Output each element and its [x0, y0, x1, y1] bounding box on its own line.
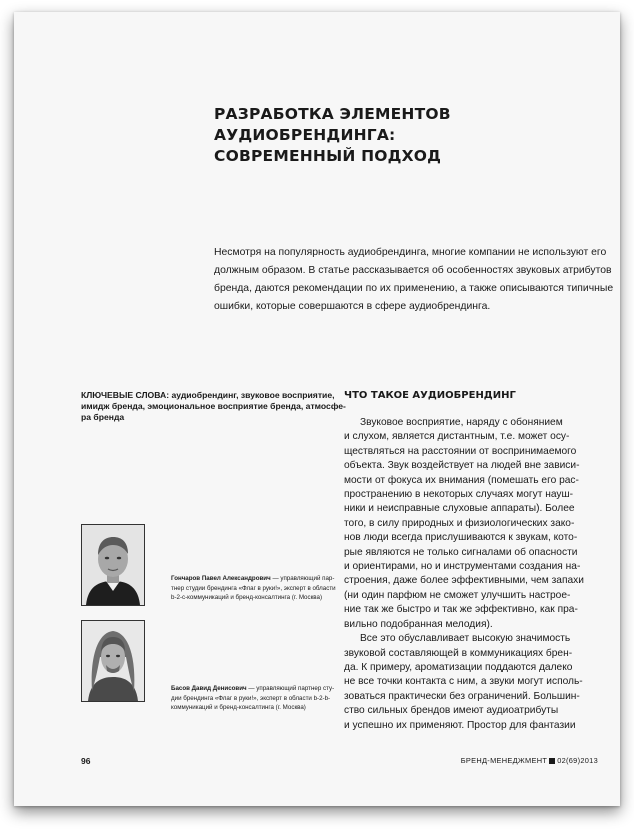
author-photo-basov	[81, 620, 145, 702]
body-line: нов люди всегда прислушиваются к звукам, кото-	[344, 532, 578, 544]
body-line: вильно подобранная мелодия).	[344, 618, 493, 630]
page-number: 96	[81, 756, 91, 766]
portrait-image	[82, 621, 144, 701]
abstract-line: бренда, даются рекомендации по их применению, а также описываются типичные	[214, 283, 614, 294]
body-line: ство сильных брендов имеют аудиоатрибуты	[344, 705, 559, 717]
author-bio-text: — управляющий пар-	[272, 575, 335, 582]
portrait-image	[82, 525, 144, 605]
magazine-page	[14, 12, 620, 806]
body-line: рые являются не только сигналами об опасности	[344, 546, 578, 558]
author-photo-goncharov	[81, 524, 145, 606]
body-line: строения, даже более эффективными, чем запахи	[344, 575, 584, 587]
author-bio-line: коммуникаций и бренд-консалтинга (г. Москва)	[171, 704, 306, 712]
author-bio-line: b-2-c-коммуникаций и бренд-консалтинга (г. Москва)	[171, 594, 323, 602]
author-bio-line	[171, 574, 351, 584]
body-line: ники и неисправные слуховые аппараты). Более	[344, 503, 575, 515]
body-line: (ни один парфюм не сможет улучшить настрое-	[344, 589, 571, 601]
keywords-line: имидж бренда, эмоциональное восприятие бренда, атмосфе-	[81, 401, 346, 411]
journal-issue: 02(69)2013	[557, 756, 598, 765]
abstract-line: Несмотря на популярность аудиобрендинга, многие компании не используют его	[214, 247, 607, 258]
author-bio-line	[171, 684, 351, 694]
section-heading: ЧТО ТАКОЕ АУДИОБРЕНДИНГ	[344, 390, 516, 401]
article-abstract	[214, 244, 614, 316]
body-line: того, в силу природных и физиологических зако-	[344, 517, 575, 529]
body-line: не все точки контакта с ним, а звуки могут исполь-	[344, 676, 583, 688]
body-line: объекта. Звук воздействует на людей вне зависи-	[344, 460, 580, 472]
author-bio-line: дии брендинга «Флаг в руки!», эксперт в области b-2-b-	[171, 694, 331, 702]
body-text	[344, 416, 604, 733]
body-line: и ориентирами, но и инструментами создания на-	[344, 561, 581, 573]
body-line: мости от фокуса их внимания (помешать его рас-	[344, 474, 579, 486]
body-line: и слухом, является дистантным, т.е. может осу-	[344, 431, 570, 443]
author-bio-basov	[171, 684, 351, 713]
keywords-line: ра бренда	[81, 412, 125, 422]
title-line: СОВРЕМЕННЫЙ ПОДХОД	[214, 147, 442, 165]
title-line: РАЗРАБОТКА ЭЛЕМЕНТОВ АУДИОБРЕНДИНГА:	[214, 105, 451, 144]
author-bio-text: — управляющий партнер сту-	[248, 685, 335, 692]
keywords-block	[81, 390, 346, 423]
square-bullet-icon	[549, 758, 555, 764]
body-line: пространению в некоторых случаях могут науш-	[344, 489, 574, 501]
body-line: Все это обуславливает высокую значимость	[360, 633, 571, 645]
article-title	[214, 104, 614, 167]
keywords-line: КЛЮЧЕВЫЕ СЛОВА: аудиобрендинг, звуковое восприятие,	[81, 390, 335, 400]
body-line: ние так же быстро и так же эффективно, как пра-	[344, 604, 578, 616]
author-name: Гончаров Павел Александрович	[171, 575, 271, 582]
journal-name: БРЕНД-МЕНЕДЖМЕНТ	[460, 756, 548, 765]
author-bio-line: тнер студии брендинга «Флаг в руки!», эксперт в области	[171, 584, 336, 592]
body-line: ществляться на расстоянии от воспринимаемого	[344, 445, 577, 457]
journal-footer	[461, 756, 598, 765]
abstract-line: ошибки, которые совершаются в сфере аудиобрендинга.	[214, 301, 491, 312]
author-name: Басов Давид Денисович	[171, 685, 247, 692]
abstract-line: должным образом. В статье рассказывается об особенностях звуковых атрибутов	[214, 265, 612, 276]
body-line: и успешно их применяют. Простор для фантазии	[344, 719, 576, 731]
body-line: звуковой составляющей в коммуникациях брен-	[344, 647, 573, 659]
author-bio-goncharov	[171, 574, 351, 603]
body-line: Звуковое восприятие, наряду с обонянием	[360, 417, 563, 428]
body-line: зоваться практически без ограничений. Большин-	[344, 690, 580, 702]
body-line: да. К примеру, ароматизации поддаются далеко	[344, 661, 573, 673]
